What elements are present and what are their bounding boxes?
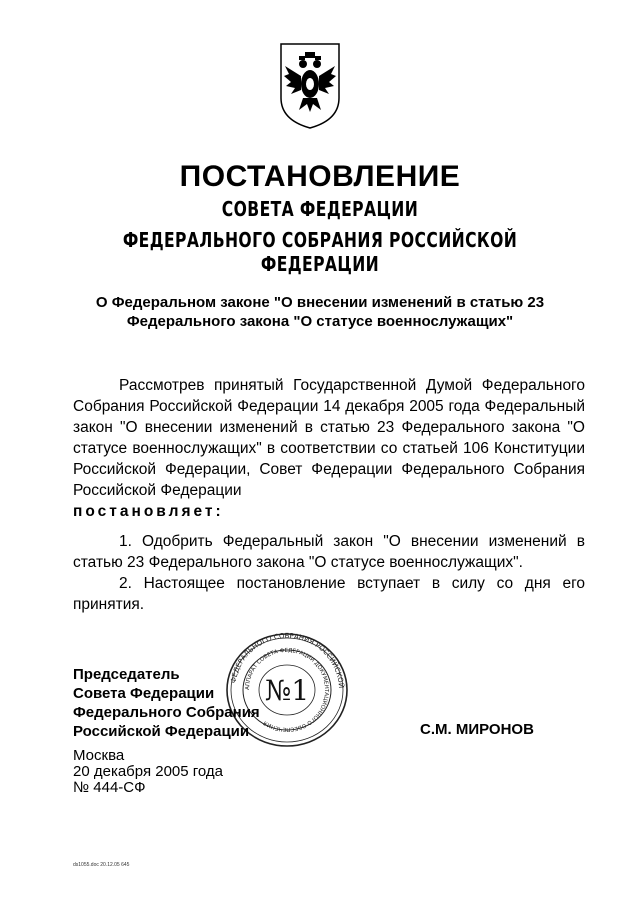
resolution-item-2: 2. Настоящее постановление вступает в силу со дня его принятия. [73, 575, 585, 613]
law-title [70, 293, 570, 331]
resolution-items [73, 531, 585, 615]
signatory-name: С.М. МИРОНОВ [420, 721, 534, 738]
law-title-line1: О Федеральном законе "О внесении изменений в статью 23 [95, 294, 545, 311]
signatory-line-1: Председатель [73, 666, 180, 683]
decree-word: постановляет: [73, 503, 224, 520]
law-title-line2: Федерального закона "О статусе военнослужащих" [126, 313, 514, 330]
document-subtitle-council: СОВЕТА ФЕДЕРАЦИИ [221, 197, 419, 221]
coat-of-arms-emblem [277, 40, 343, 130]
place-and-date [73, 748, 223, 796]
document-number: № 444-СФ [73, 779, 146, 796]
stamp-number: №1 [264, 674, 310, 707]
document-subtitle-assembly: ФЕДЕРАЛЬНОГО СОБРАНИЯ РОССИЙСКОЙ ФЕДЕРАЦИИ [122, 228, 518, 276]
stamp-ring-text: ФЕДЕРАЛЬНОГО СОБРАНИЯ РОССИЙСКОЙ [229, 631, 346, 689]
stamp-inner-text: АППАРАТ СОВЕТА ФЕДЕРАЦИИ ДОКУМЕНТАЦИОННОГО ОБЕСПЕЧЕНИЯ [244, 647, 330, 733]
footer-file-code: ds1055.doc 20.12.05 645 [73, 862, 130, 868]
resolution-paragraph-text: Рассмотрев принятый Государственной Думой Федерального Собрания Российской Федерации 14 декабря 2005 года Федеральный закон "О внесении изменений в статью 23 Федерального закона "О статусе военнослужащих" в соответствии со статьей 106 Конституции Российской Федерации, Совет Федерации Федерального Собрания Российской Федерации [73, 377, 585, 499]
signatory-position [73, 665, 260, 741]
resolution-item-1: 1. Одобрить Федеральный закон "О внесении изменений в статью 23 Федерального закона "О статусе военнослужащих". [73, 533, 585, 571]
document-title: ПОСТАНОВЛЕНИЕ [179, 160, 461, 193]
city: Москва [73, 747, 125, 764]
resolution-paragraph [73, 375, 585, 501]
resolution-body [73, 375, 585, 522]
signatory-line-3: Федерального Собрания [73, 704, 260, 721]
signatory-line-4: Российской Федерации [73, 723, 250, 740]
date: 20 декабря 2005 года [73, 763, 224, 780]
signatory-line-2: Совета Федерации [73, 685, 215, 702]
